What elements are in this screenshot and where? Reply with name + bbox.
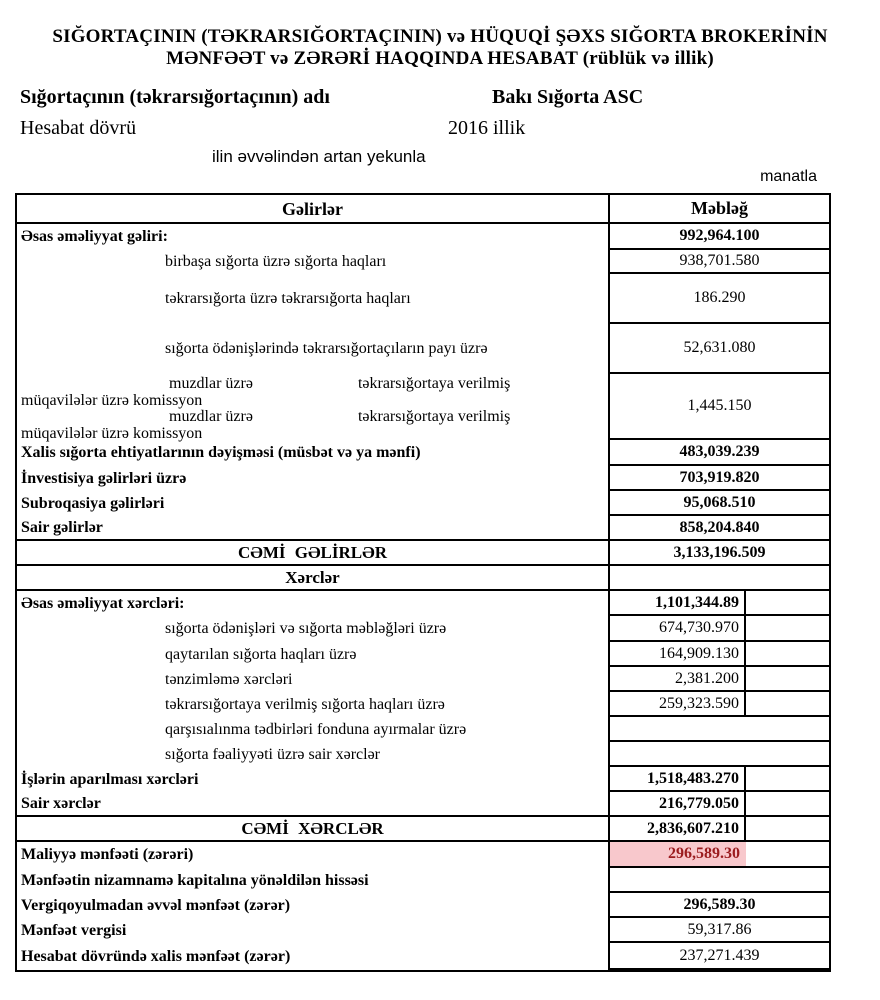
row-amount-extra-cell bbox=[746, 667, 829, 690]
row-label: Xərclər bbox=[285, 567, 340, 587]
row-label: sığorta fəaliyyəti üzrə sair xərclər bbox=[165, 745, 380, 763]
table-row bbox=[17, 516, 829, 541]
commission-line-flush: müqavilələr üzrə komissyon bbox=[21, 391, 203, 409]
commission-line-right: təkrarsığortaya verilmiş bbox=[357, 375, 511, 392]
row-amount-extra-cell bbox=[746, 616, 829, 640]
row-amount: 259,323.590 bbox=[610, 692, 746, 715]
table-row bbox=[17, 466, 829, 491]
row-amount: 992,964.100 bbox=[608, 224, 829, 250]
income-column-header: Gəlirlər bbox=[282, 198, 343, 219]
row-amount bbox=[608, 566, 829, 589]
table-row bbox=[17, 767, 829, 792]
row-amount: 296,589.30 bbox=[608, 893, 829, 918]
row-amount: 1,101,344.89 bbox=[610, 591, 746, 614]
currency-unit-note: manatla bbox=[760, 168, 817, 185]
table-row bbox=[17, 616, 829, 642]
row-amount: 2,381.200 bbox=[610, 667, 746, 690]
expenses-section-row bbox=[17, 566, 829, 591]
row-amount: 703,919.820 bbox=[608, 466, 829, 491]
commission-line-flush: müqavilələr üzrə komissyon bbox=[21, 424, 203, 442]
report-period-label: Hesabat dövrü bbox=[20, 117, 137, 139]
row-amount: 2,836,607.210 bbox=[610, 817, 746, 840]
row-label: Sair gəlirlər bbox=[21, 518, 103, 536]
row-amount: 216,779.050 bbox=[610, 792, 746, 815]
row-amount: 237,271.439 bbox=[608, 943, 829, 970]
row-label: Hesabat dövründə xalis mənfəət (zərər) bbox=[21, 947, 291, 965]
table-row bbox=[17, 943, 829, 970]
table-row bbox=[17, 692, 829, 717]
table-row bbox=[17, 440, 829, 466]
table-row bbox=[17, 324, 829, 374]
table-row bbox=[17, 250, 829, 274]
commission-line-right: təkrarsığortaya verilmiş bbox=[357, 408, 511, 425]
row-label: sığorta ödənişləri və sığorta məbləğləri üzrə bbox=[165, 620, 447, 637]
row-amount-extra-cell bbox=[746, 642, 829, 665]
total-income-row bbox=[17, 541, 829, 566]
row-amount bbox=[608, 717, 829, 742]
table-row bbox=[17, 918, 829, 943]
insurer-name-label: Sığortaçının (təkrarsığortaçının) adı bbox=[20, 86, 330, 108]
row-label: Əsas əməliyyat gəliri: bbox=[21, 228, 168, 245]
row-label: Xalis sığorta ehtiyatlarının dəyişməsi (müsbət və ya mənfi) bbox=[21, 444, 421, 461]
row-amount: 674,730.970 bbox=[610, 616, 746, 640]
row-label: tənzimləmə xərcləri bbox=[165, 670, 293, 688]
report-title bbox=[0, 26, 880, 70]
amount-column-header: Məbləğ bbox=[608, 195, 829, 222]
row-amount-extra-cell bbox=[746, 591, 829, 614]
row-amount: 186.290 bbox=[608, 274, 829, 324]
table-row bbox=[17, 374, 829, 440]
table-row bbox=[17, 742, 829, 767]
row-label: Mənfəət vergisi bbox=[21, 921, 127, 939]
row-amount: 1,445.150 bbox=[608, 374, 829, 440]
row-label: təkrarsığortaya verilmiş sığorta haqları üzrə bbox=[165, 695, 445, 713]
row-amount: 858,204.840 bbox=[608, 516, 829, 539]
row-amount-extra-cell bbox=[746, 817, 829, 840]
cumulative-total-note: ilin əvvəlindən artan yekunla bbox=[212, 147, 426, 166]
report-title-line2: MƏNFƏƏT və ZƏRƏRİ HAQQINDA HESABAT (rüblük və illik) bbox=[166, 48, 714, 69]
row-label: Əsas əməliyyat xərcləri: bbox=[21, 594, 185, 612]
table-row bbox=[17, 792, 829, 817]
table-row bbox=[17, 717, 829, 742]
row-label: təkrarsığorta üzrə təkrarsığorta haqları bbox=[165, 290, 411, 307]
amount-highlight: 296,589.30 bbox=[610, 842, 746, 866]
row-label: birbaşa sığorta üzrə sığorta haqları bbox=[165, 253, 387, 270]
table-row bbox=[17, 667, 829, 692]
row-label: qaytarılan sığorta haqları üzrə bbox=[165, 645, 357, 663]
table-row bbox=[17, 224, 829, 250]
row-label: Subroqasiya gəlirləri bbox=[21, 494, 165, 512]
row-label: CƏMİ XƏRCLƏR bbox=[241, 818, 384, 838]
commission-line-indent: muzdlar üzrə bbox=[169, 375, 253, 392]
row-label: Mənfəətin nizamnamə kapitalına yönəldilən hissəsi bbox=[21, 871, 369, 889]
table-row bbox=[17, 868, 829, 893]
row-amount bbox=[608, 742, 829, 767]
table-row bbox=[17, 491, 829, 516]
income-expense-table bbox=[15, 193, 831, 972]
table-header-row bbox=[17, 195, 829, 224]
row-amount: 938,701.580 bbox=[608, 250, 829, 274]
report-title-line1: SIĞORTAÇININ (TƏKRARSIĞORTAÇININ) və HÜQUQİ ŞƏXS SIĞORTA BROKERİNİN bbox=[52, 26, 828, 47]
row-label: Vergiqoyulmadan əvvəl mənfəət (zərər) bbox=[21, 896, 291, 914]
row-amount: 3,133,196.509 bbox=[608, 541, 829, 564]
row-amount: 52,631.080 bbox=[608, 324, 829, 374]
table-row bbox=[17, 591, 829, 616]
insurer-name-value: Bakı Sığorta ASC bbox=[492, 86, 644, 108]
row-label: Sair xərclər bbox=[21, 794, 101, 812]
table-row bbox=[17, 893, 829, 918]
total-expenses-row bbox=[17, 817, 829, 842]
table-row bbox=[17, 642, 829, 667]
row-amount: 95,068.510 bbox=[608, 491, 829, 516]
row-label: CƏMİ GƏLİRLƏR bbox=[238, 542, 387, 562]
row-amount: 483,039.239 bbox=[608, 440, 829, 466]
table-row bbox=[17, 274, 829, 324]
row-label: İnvestisiya gəlirləri üzrə bbox=[21, 469, 187, 487]
row-amount-extra-cell bbox=[746, 792, 829, 815]
row-amount: 59,317.86 bbox=[608, 918, 829, 943]
commission-line-indent: muzdlar üzrə bbox=[169, 408, 253, 425]
row-label: qarşısıalınma tədbirləri fonduna ayırmalar üzrə bbox=[165, 720, 467, 738]
row-amount: 1,518,483.270 bbox=[610, 767, 746, 790]
report-period-value: 2016 illik bbox=[448, 117, 526, 139]
row-amount-extra-cell bbox=[746, 767, 829, 790]
row-amount bbox=[608, 868, 829, 893]
row-amount-extra-cell bbox=[746, 692, 829, 715]
row-label-commission bbox=[17, 374, 608, 440]
financial-profit-row bbox=[17, 842, 829, 868]
row-label: İşlərin aparılması xərcləri bbox=[21, 770, 199, 788]
row-label: sığorta ödənişlərində təkrarsığortaçıların payı üzrə bbox=[165, 340, 488, 357]
row-label: Maliyyə mənfəəti (zərəri) bbox=[21, 846, 194, 863]
row-amount: 164,909.130 bbox=[610, 642, 746, 665]
